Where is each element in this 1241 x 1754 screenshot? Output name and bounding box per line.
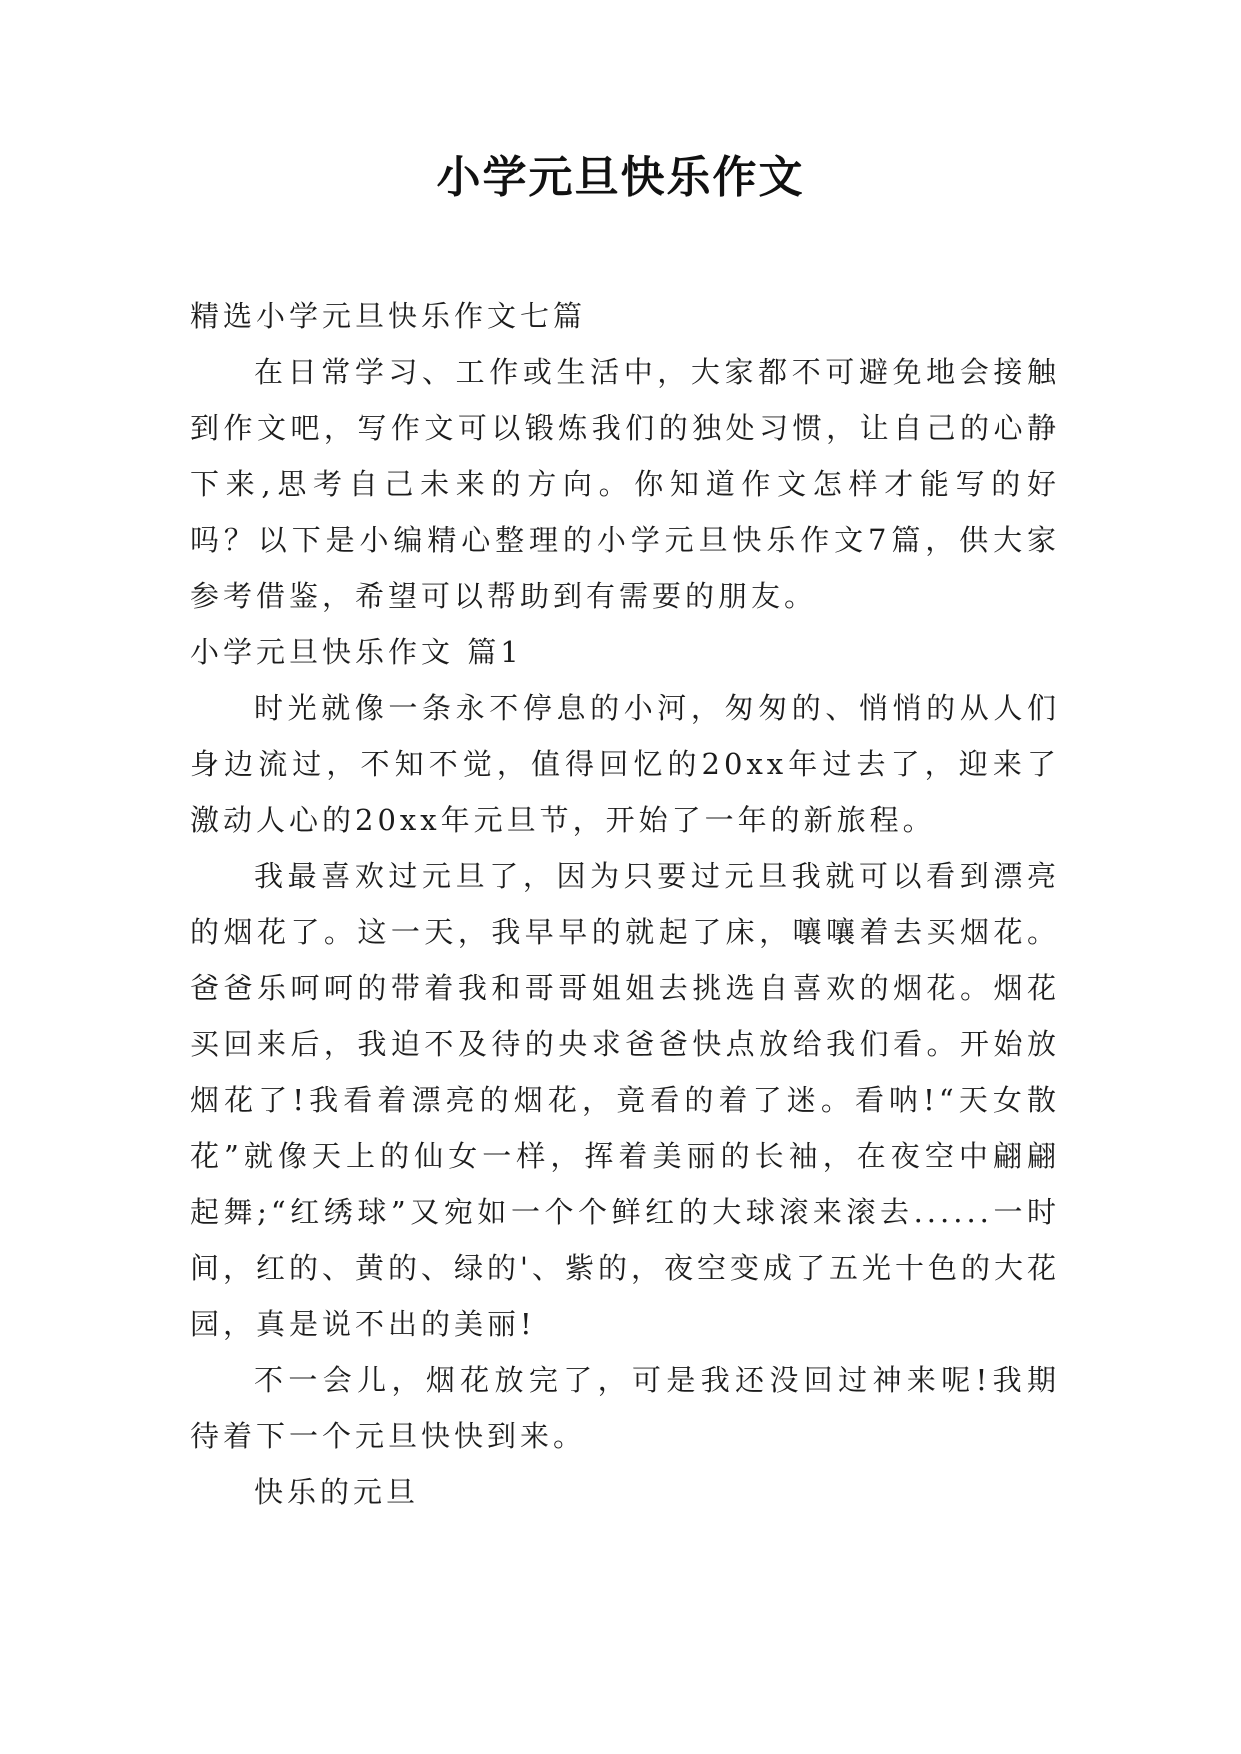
essay-subheading: 快乐的元旦 — [254, 1475, 420, 1509]
document-subtitle: 精选小学元旦快乐作文七篇 — [190, 299, 587, 333]
document-body — [190, 288, 1060, 1520]
document-title: 小学元旦快乐作文 — [436, 152, 805, 203]
essay-paragraph: 时光就像一条永不停息的小河，匆匆的、悄悄的从人们身边流过，不知不觉，值得回忆的20xx年过去了，迎来了激动人心的20xx年元旦节，开始了一年的新旅程。 — [190, 691, 1060, 837]
section-heading: 小学元旦快乐作文 篇1 — [190, 635, 523, 669]
intro-paragraph: 在日常学习、工作或生活中，大家都不可避免地会接触到作文吧，写作文可以锻炼我们的独处习惯，让自己的心静下来,思考自己未来的方向。你知道作文怎样才能写的好吗？以下是小编精心整理的小学元旦快乐作文7篇，供大家参考借鉴，希望可以帮助到有需要的朋友。 — [190, 355, 1060, 613]
essay-paragraph: 我最喜欢过元旦了，因为只要过元旦我就可以看到漂亮的烟花了。这一天，我早早的就起了床，嚷嚷着去买烟花。爸爸乐呵呵的带着我和哥哥姐姐去挑选自喜欢的烟花。烟花买回来后，我迫不及待的央求爸爸快点放给我们看。开始放烟花了!我看着漂亮的烟花，竟看的着了迷。看呐!“天女散花”就像天上的仙女一样，挥着美丽的长袖，在夜空中翩翩起舞;“红绣球”又宛如一个个鲜红的大球滚来滚去......一时间，红的、黄的、绿的'、紫的，夜空变成了五光十色的大花园，真是说不出的美丽! — [190, 859, 1060, 1341]
essay-paragraph: 不一会儿，烟花放完了，可是我还没回过神来呢!我期待着下一个元旦快快到来。 — [190, 1363, 1060, 1453]
